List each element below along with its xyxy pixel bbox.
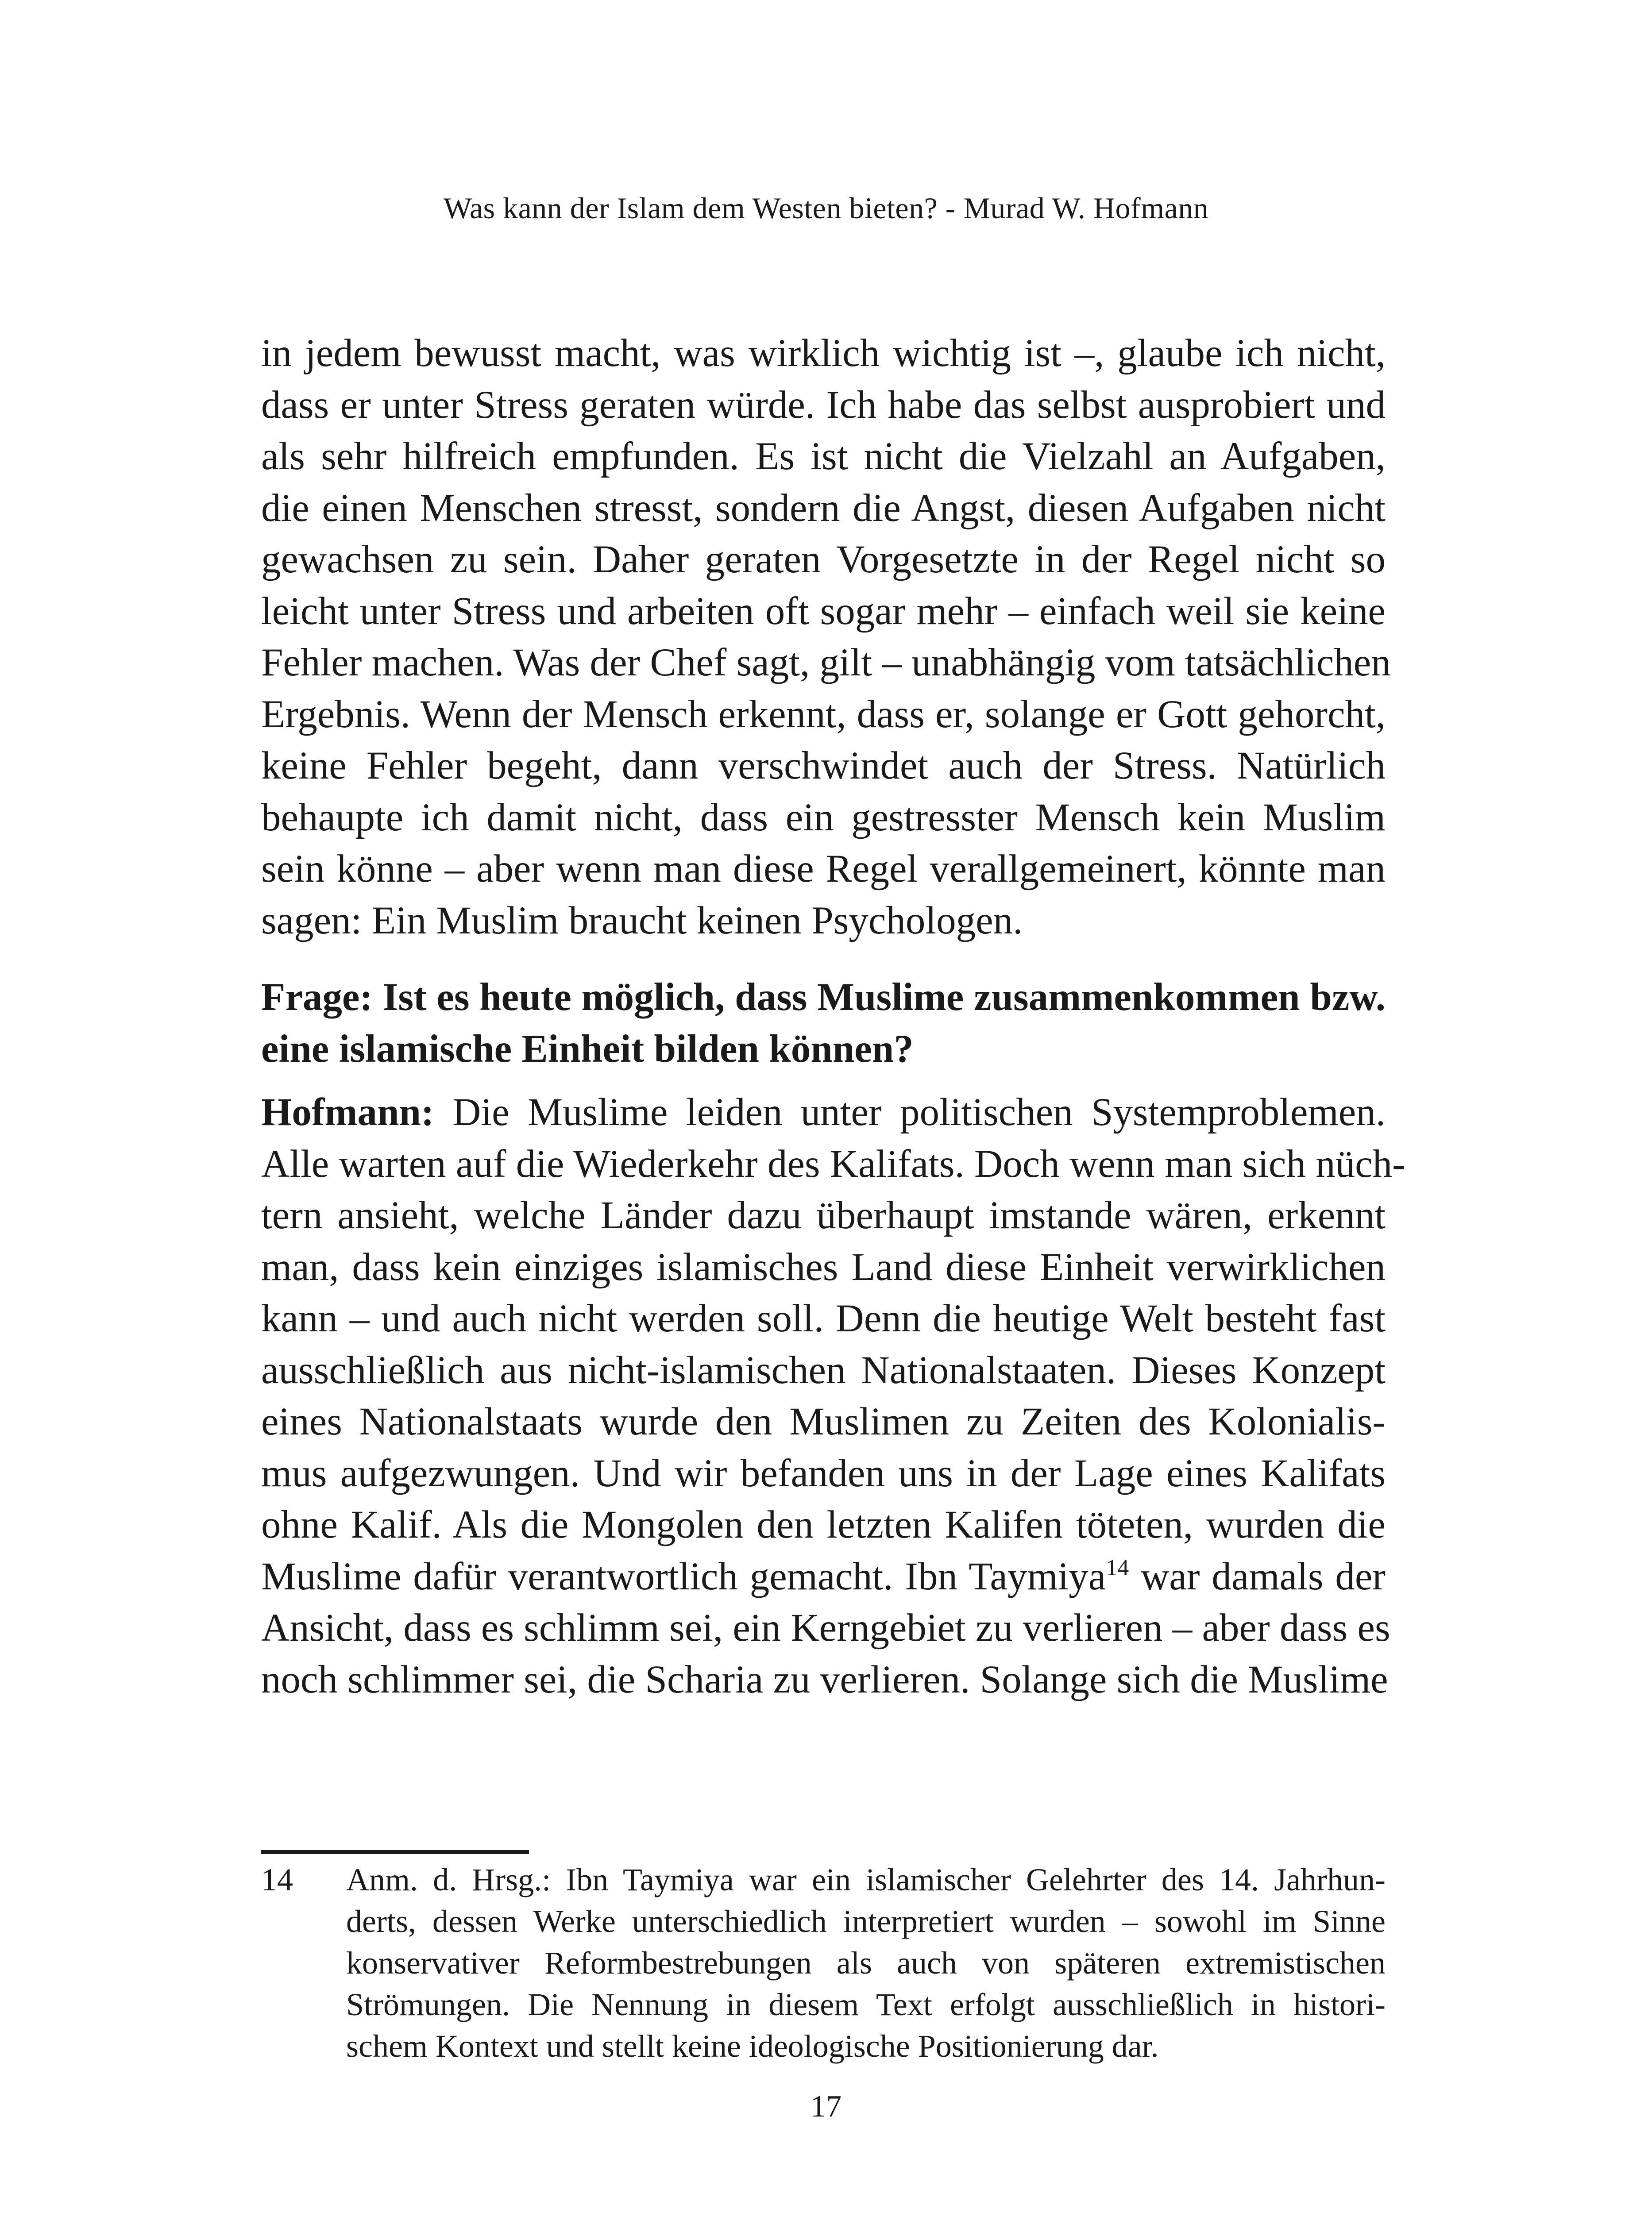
text-line: Ansicht, dass es schlimm sei, ein Kerngebiet zu verlieren – aber dass es (261, 1606, 1390, 1650)
answer-first-line (261, 1087, 1386, 1138)
text-segment: war damals der (1129, 1554, 1386, 1598)
text-line: Fehler machen. Was der Chef sagt, gilt – unabhängig vom tatsächlichen (261, 641, 1391, 684)
interview-answer (261, 1087, 1405, 1705)
footnote-line: Strömungen. Die Nennung in diesem Text erfolgt ausschließlich in histori- (346, 1987, 1386, 2022)
text-line: als sehr hilfreich empfunden. Es ist nicht die Vielzahl an Aufgaben, (261, 435, 1386, 478)
footnote-text (346, 1859, 1386, 2067)
text-line: ohne Kalif. Als die Mongolen den letzten Kalifen töteten, wurden die (261, 1503, 1386, 1546)
text-line: noch schlimmer sei, die Scharia zu verlieren. Solange sich die Muslime (261, 1658, 1388, 1701)
text-line: kann – und auch nicht werden soll. Denn die heutige Welt besteht fast (261, 1297, 1386, 1340)
text-line: sagen: Ein Muslim braucht keinen Psychologen. (261, 898, 1023, 942)
running-header: Was kann der Islam dem Westen bieten? - Murad W. Hofmann (443, 191, 1209, 225)
text-line: sein könne – aber wenn man diese Regel verallgemeinert, könnte man (261, 847, 1386, 891)
text-line: ausschließlich aus nicht-islamischen Nationalstaaten. Dieses Konzept (261, 1348, 1386, 1392)
question-line: Frage: Ist es heute möglich, dass Muslime zusammenkommen bzw. (261, 975, 1386, 1019)
page-number: 17 (811, 2090, 841, 2124)
footnote-line: konservativer Reformbestrebungen als auch von späteren extremistischen (346, 1945, 1386, 1981)
text-line: die einen Menschen stresst, sondern die Angst, diesen Aufgaben nicht (261, 486, 1386, 530)
footnote-reference[interactable]: 14 (1106, 1555, 1129, 1581)
text-segment: Muslime dafür verantwortlich gemacht. Ibn Taymiya (261, 1554, 1106, 1598)
text-line: behaupte ich damit nicht, dass ein gestresster Mensch kein Muslim (261, 795, 1386, 839)
footnote-line: derts, dessen Werke unterschiedlich interpretiert wurden – sowohl im Sinne (346, 1904, 1386, 1939)
footnote-divider (261, 1850, 529, 1854)
interview-question (261, 972, 1386, 1075)
text-line: tern ansieht, welche Länder dazu überhaupt imstande wären, erkennt (261, 1194, 1386, 1237)
text-line: keine Fehler begeht, dann verschwindet auch der Stress. Natürlich (261, 744, 1386, 787)
question-line: eine islamische Einheit bilden können? (261, 1027, 914, 1071)
footnote-number: 14 (261, 1862, 293, 1897)
text-line: Ergebnis. Wenn der Mensch erkennt, dass er, solange er Gott gehorcht, (261, 692, 1386, 736)
text-line: dass er unter Stress geraten würde. Ich habe das selbst ausprobiert und (261, 383, 1386, 427)
speaker-label: Hofmann: (261, 1091, 434, 1134)
text-line: Alle warten auf die Wiederkehr des Kalifats. Doch wenn man sich nüch- (261, 1142, 1405, 1186)
footnote-line: schem Kontext und stellt keine ideologische Positionierung dar. (346, 2028, 1159, 2064)
text-line: mus aufgezwungen. Und wir befanden uns in der Lage eines Kalifats (261, 1451, 1386, 1495)
text-line: eines Nationalstaats wurde den Muslimen zu Zeiten des Kolonialis- (261, 1400, 1386, 1443)
paragraph-stress (261, 328, 1391, 946)
text-line: gewachsen zu sein. Daher geraten Vorgesetzte in der Regel nicht so (261, 538, 1386, 581)
text-line: leicht unter Stress und arbeiten oft sogar mehr – einfach weil sie keine (261, 589, 1386, 633)
footnote-line: Anm. d. Hrsg.: Ibn Taymiya war ein islamischer Gelehrter des 14. Jahrhun- (346, 1862, 1386, 1897)
text-line: in jedem bewusst macht, was wirklich wichtig ist –, glaube ich nicht, (261, 332, 1386, 375)
answer-text: Die Muslime leiden unter politischen Systemproblemen. (434, 1091, 1386, 1134)
text-line: man, dass kein einziges islamisches Land diese Einheit verwirklichen (261, 1245, 1386, 1289)
text-line-with-footnote (261, 1551, 1386, 1603)
